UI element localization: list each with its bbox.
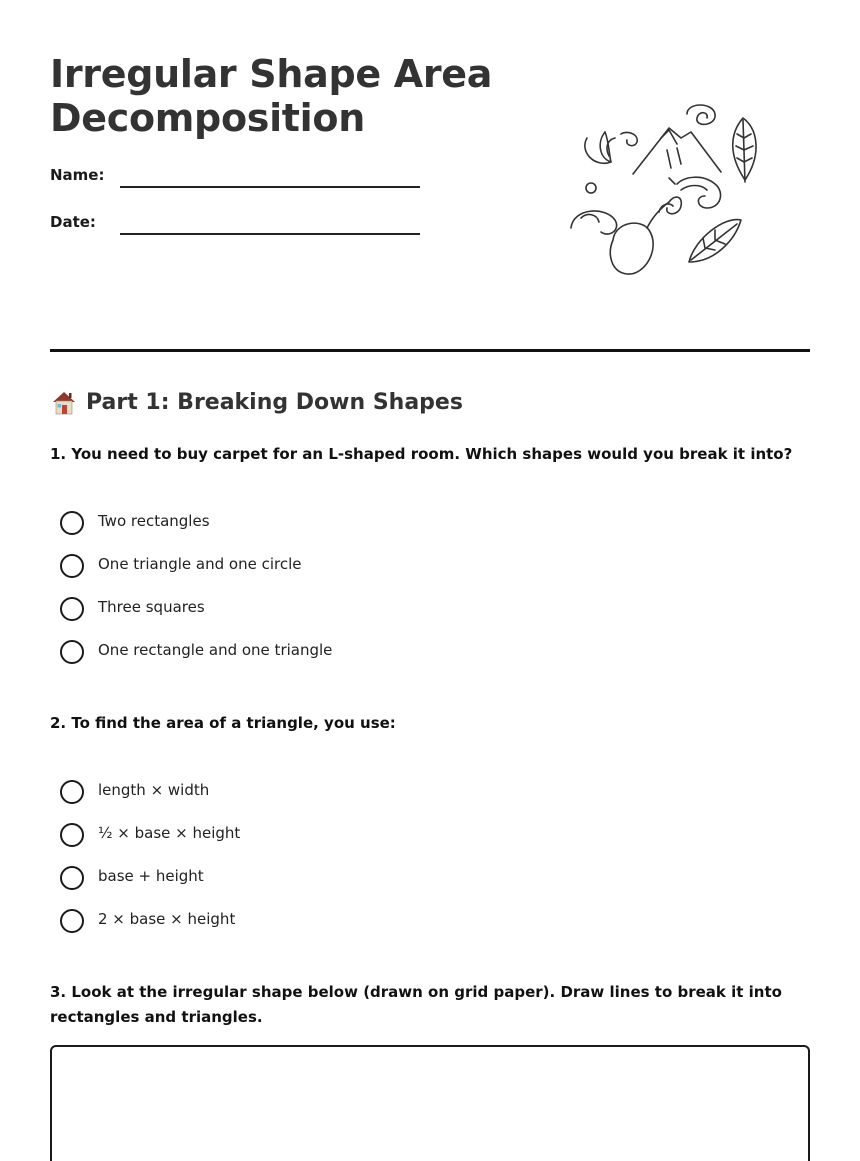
date-field [50, 213, 430, 243]
name-write-line[interactable] [120, 186, 420, 188]
option-label: Three squares [98, 598, 205, 616]
name-field [50, 166, 430, 196]
radio-button[interactable] [60, 909, 84, 933]
date-label: Date: [50, 213, 96, 231]
radio-button[interactable] [60, 554, 84, 578]
part1-heading [50, 388, 463, 416]
part1-title: Part 1: Breaking Down Shapes [86, 389, 463, 415]
option-label: 2 × base × height [98, 910, 236, 928]
doodle-sketch-illustration [565, 98, 765, 280]
question-1-option[interactable] [60, 638, 560, 681]
question-2-option[interactable] [60, 821, 560, 864]
question-2-option[interactable] [60, 907, 560, 950]
radio-button[interactable] [60, 780, 84, 804]
option-label: One rectangle and one triangle [98, 641, 333, 659]
radio-button[interactable] [60, 640, 84, 664]
question-1-options [60, 509, 560, 681]
question-1-option[interactable] [60, 552, 560, 595]
radio-button[interactable] [60, 597, 84, 621]
radio-button[interactable] [60, 823, 84, 847]
worksheet-title: Irregular Shape Area Decomposition [50, 52, 493, 140]
option-label: ½ × base × height [98, 824, 241, 842]
question-2-options [60, 778, 560, 950]
question-1-text: 1. You need to buy carpet for an L-shaped room. Which shapes would you break it into? [50, 445, 793, 463]
question-2-option[interactable] [60, 778, 560, 821]
header-divider [50, 349, 810, 352]
radio-button[interactable] [60, 866, 84, 890]
option-label: Two rectangles [98, 512, 210, 530]
house-icon [50, 388, 78, 416]
question-1-option[interactable] [60, 509, 560, 552]
option-label: base + height [98, 867, 204, 885]
question-2-option[interactable] [60, 864, 560, 907]
option-label: One triangle and one circle [98, 555, 302, 573]
option-label: length × width [98, 781, 210, 799]
radio-button[interactable] [60, 511, 84, 535]
question-2-text: 2. To find the area of a triangle, you use: [50, 714, 396, 732]
question-1-option[interactable] [60, 595, 560, 638]
drawing-area[interactable] [50, 1045, 810, 1161]
question-3-text: 3. Look at the irregular shape below (drawn on grid paper). Draw lines to break it into rectangles and triangles. [50, 983, 782, 1026]
date-write-line[interactable] [120, 233, 420, 235]
name-label: Name: [50, 166, 105, 184]
